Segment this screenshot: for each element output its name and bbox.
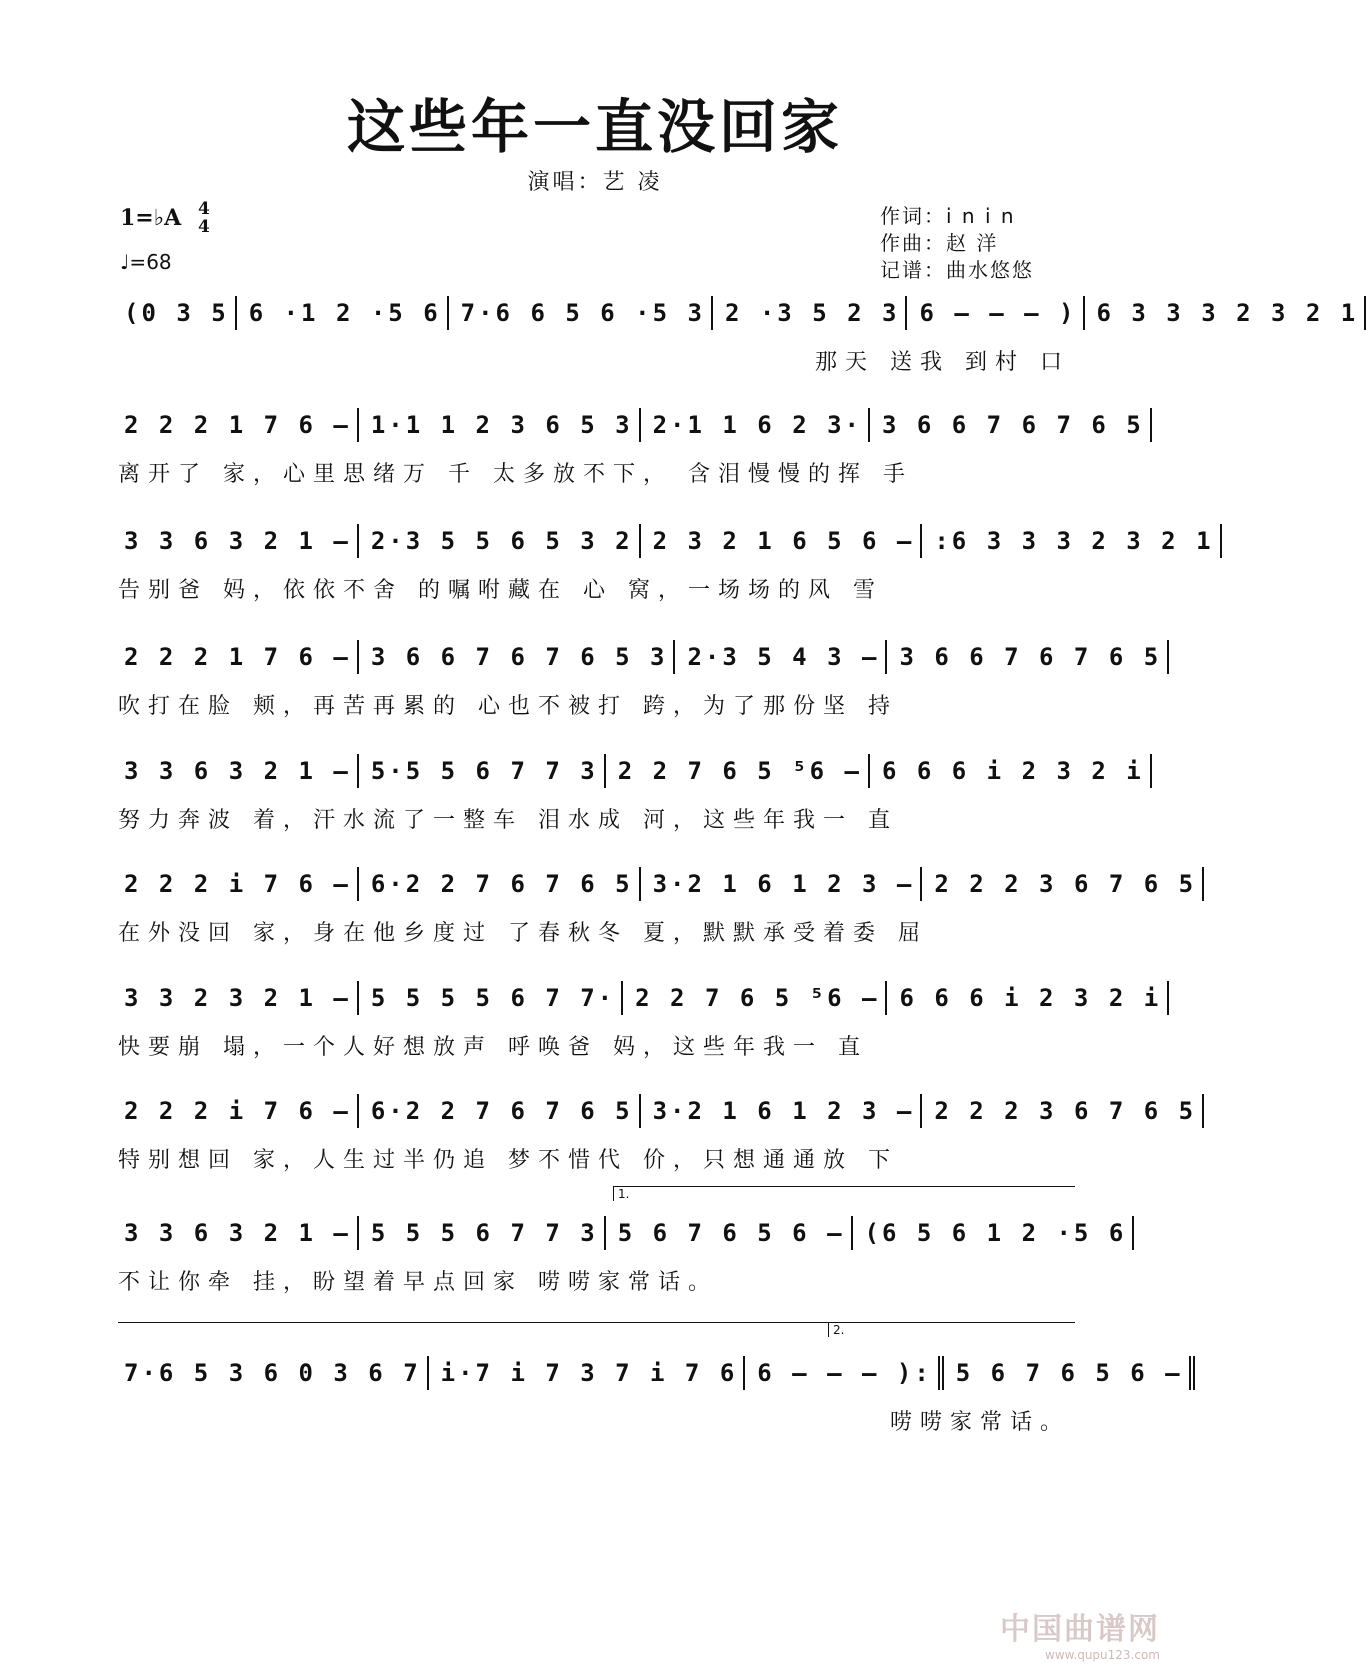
measure: 1·1 1 2 3 6 5 3	[365, 408, 641, 442]
lyric-line: 那天 送我 到村 口	[815, 350, 1070, 375]
second-ending-bracket: 2.	[828, 1322, 1075, 1337]
measure: 5 5 5 6 7 7 3	[365, 1216, 606, 1250]
measure: 5 6 7 6 5 6 –	[950, 1356, 1195, 1390]
lyric-line: 告别爸 妈，依依不舍 的嘱咐藏在 心 窝，一场场的风 雪	[118, 578, 883, 603]
measure: 2 2 2 i 7 6 –	[118, 867, 359, 901]
score-row	[118, 640, 1162, 674]
transcriber-credit: 记谱：曲水悠悠	[880, 258, 1034, 282]
measure: 3 6 6 7 6 7 6 5	[893, 640, 1169, 674]
measure: (6 5 6 1 2 ·5 6	[859, 1216, 1135, 1250]
measure: 2 3 2 1 6 5 6 –	[647, 524, 923, 558]
measure: 5 6 7 6 5 6 –	[612, 1216, 853, 1250]
measure: 5 5 5 5 6 7 7·	[365, 981, 623, 1015]
time-signature	[198, 200, 210, 236]
measure: 6·2 2 7 6 7 6 5	[365, 1094, 641, 1128]
score-row	[118, 1216, 1127, 1250]
measure: 2 2 2 1 7 6 –	[118, 408, 359, 442]
score-row	[118, 867, 1197, 901]
measure: (0 3 5	[118, 296, 237, 330]
watermark-url: www.qupu123.com	[1045, 1648, 1160, 1662]
measure: 6 ·1 2 ·5 6	[243, 296, 449, 330]
measure: 2 ·3 5 2 3	[719, 296, 908, 330]
key-signature: 1=♭A	[120, 205, 182, 231]
score-row	[118, 408, 1144, 442]
lyric-line: 在外没回 家，身在他乡度过 了春秋冬 夏，默默承受着委 屈	[118, 921, 928, 946]
measure: 6·2 2 7 6 7 6 5	[365, 867, 641, 901]
measure: 7·6 5 3 6 0 3 6 7	[118, 1356, 429, 1390]
measure: 6 – – – )	[913, 296, 1084, 330]
score-row	[118, 981, 1162, 1015]
time-top: 4	[198, 199, 210, 219]
measure: 3·2 1 6 1 2 3 –	[647, 1094, 923, 1128]
measure: 6 6 6 i 2 3 2 i	[876, 754, 1152, 788]
watermark	[1000, 1604, 1160, 1662]
measure: 3 3 2 3 2 1 –	[118, 981, 359, 1015]
tempo-marking: ♩=68	[120, 250, 172, 274]
measure: 3 6 6 7 6 7 6 5 3	[365, 640, 676, 674]
measure: :6 3 3 3 2 3 2 1	[928, 524, 1221, 558]
measure: 2·1 1 6 2 3·	[647, 408, 870, 442]
measure: i·7 i 7 3 7 i 7 6	[435, 1356, 746, 1390]
score-row	[118, 1356, 1183, 1390]
measure: 3 3 6 3 2 1 –	[118, 524, 359, 558]
measure: 5·5 5 6 7 7 3	[365, 754, 606, 788]
measure: 7·6 6 5 6 ·5 3	[455, 296, 713, 330]
lyric-line: 不让你牵 挂，盼望着早点回家 唠唠家常话。	[118, 1270, 718, 1295]
score-row	[118, 1094, 1197, 1128]
measure: 3 6 6 7 6 7 6 5	[876, 408, 1152, 442]
measure: 2·3 5 5 6 5 3 2	[365, 524, 641, 558]
measure: 2 2 7 6 5 ⁵6 –	[629, 981, 887, 1015]
lyric-line: 唠唠家常话。	[889, 1410, 1070, 1435]
lyric-line: 特别想回 家，人生过半仍追 梦不惜代 价，只想通通放 下	[118, 1148, 898, 1173]
composer-credit: 作曲：赵 洋	[880, 231, 999, 255]
measure: 6 – – – ):	[751, 1356, 944, 1390]
lyric-line: 吹打在脸 颊，再苦再累的 心也不被打 跨，为了那份坚 持	[118, 694, 898, 719]
watermark-logo: 中国曲谱网	[1000, 1612, 1160, 1647]
lyric-line: 快要崩 塌，一个人好想放声 呼唤爸 妈，这些年我一 直	[118, 1035, 868, 1060]
score-row	[118, 296, 1359, 330]
page-title: 这些年一直没回家	[346, 93, 843, 161]
measure: 2 2 2 3 6 7 6 5	[928, 867, 1204, 901]
measure: 2 2 2 i 7 6 –	[118, 1094, 359, 1128]
measure: 6 6 6 i 2 3 2 i	[893, 981, 1169, 1015]
lyricist-credit: 作词：i n i n	[880, 204, 1016, 228]
measure: 3 3 6 3 2 1 –	[118, 1216, 359, 1250]
credits-block	[880, 203, 1034, 284]
measure: 2 2 7 6 5 ⁵6 –	[612, 754, 870, 788]
first-ending-bracket: 1.	[613, 1186, 1075, 1201]
lyric-line: 离开了 家，心里思绪万 千 太多放不下， 含泪慢慢的挥 手	[118, 462, 913, 487]
lyric-line: 努力奔波 着，汗水流了一整车 泪水成 河，这些年我一 直	[118, 808, 898, 833]
singer-credit: 演唱：艺 凌	[527, 170, 663, 195]
measure: 6 3 3 3 2 3 2 1	[1091, 296, 1366, 330]
measure: 2 2 2 1 7 6 –	[118, 640, 359, 674]
measure: 3 3 6 3 2 1 –	[118, 754, 359, 788]
measure: 3·2 1 6 1 2 3 –	[647, 867, 923, 901]
score-row	[118, 524, 1214, 558]
measure: 2 2 2 3 6 7 6 5	[928, 1094, 1204, 1128]
measure: 2·3 5 4 3 –	[681, 640, 887, 674]
score-row	[118, 754, 1144, 788]
time-bottom: 4	[198, 217, 210, 237]
